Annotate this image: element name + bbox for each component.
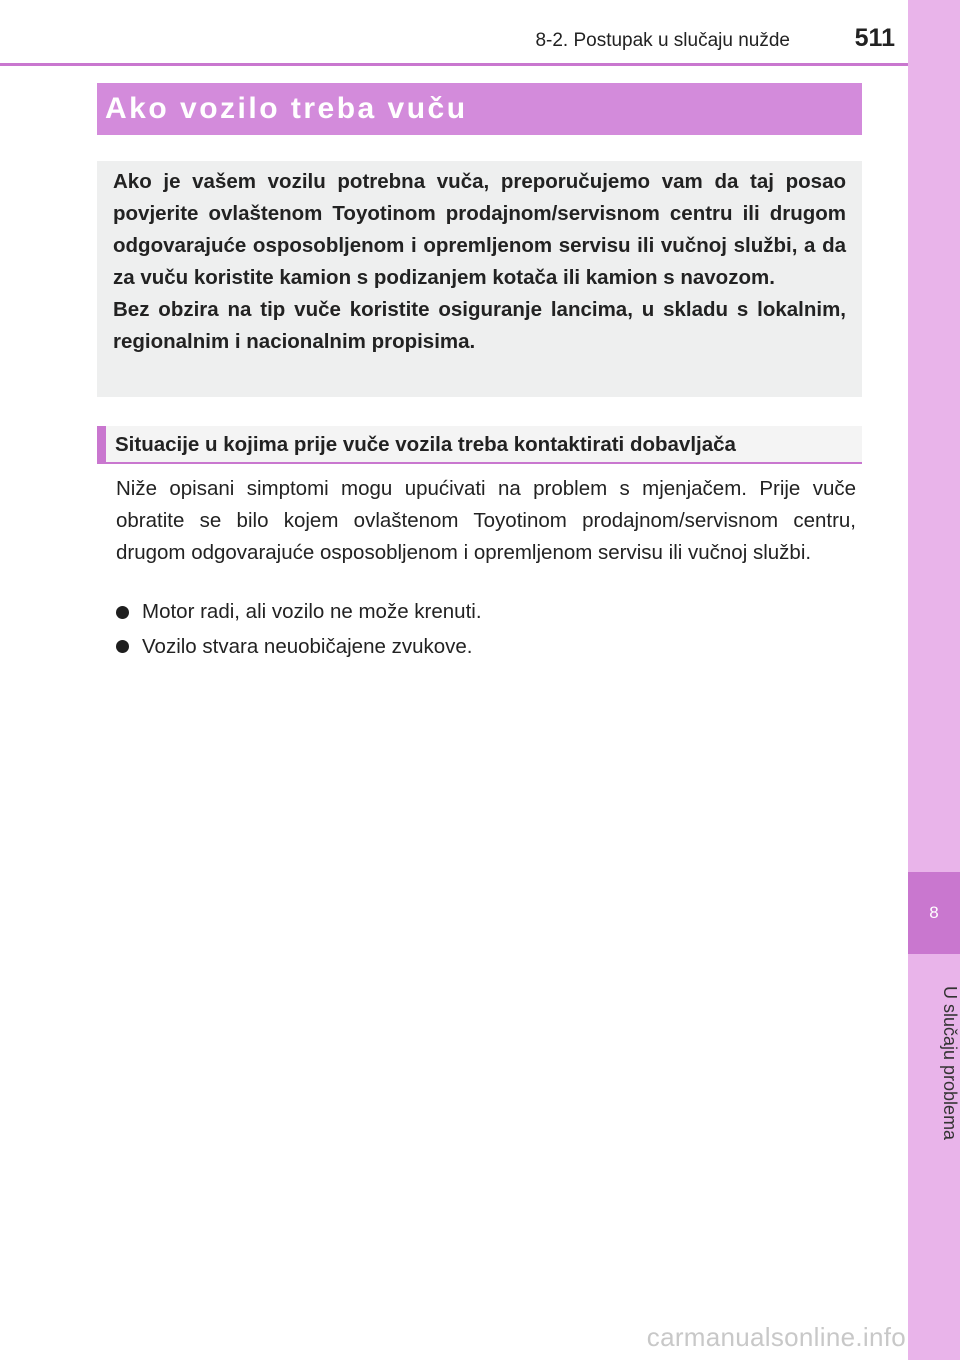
list-item <box>116 631 856 663</box>
list-item-text: Motor radi, ali vozilo ne može krenuti. <box>142 600 482 623</box>
intro-paragraph-1: Ako je vašem vozilu potrebna vuča, preporučujemo vam da taj posao povjerite ovlaštenom Toyotinom prodajnom/servisnom centru ili drugom odgovarajuće osposobljenom i opremljenom servisu ili vučnoj službi, a da za vuču koristite kamion s podizanjem kotača ili kamion s navozom. <box>113 170 846 289</box>
chapter-label: U slučaju problema <box>940 985 960 1141</box>
list-item-text: Vozilo stvara neuobičajene zvukove. <box>142 634 473 658</box>
chapter-number-badge: 8 <box>908 872 960 954</box>
watermark: carmanualsonline.info <box>646 1322 906 1352</box>
intro-box <box>97 161 862 397</box>
subsection-body: Niže opisani simptomi mogu upućivati na problem s mjenjačem. Prije vuče obratite se bilo kojem ovlaštenom Toyotinom prodajnom/servisnom centru, drugom odgovarajuće osposobljenom i opremljenom servisu ili vučnoj službi. <box>116 477 856 564</box>
intro-paragraph-2: Bez obzira na tip vuče koristite osiguranje lancima, u skladu s lokalnim, regionalnim i nacionalnim propisima. <box>113 298 846 353</box>
subsection-heading-text: Situacije u kojima prije vuče vozila treba kontaktirati dobavljača <box>115 433 736 456</box>
page-number: 511 <box>854 24 895 52</box>
list-item <box>116 596 856 628</box>
bullet-icon <box>116 640 129 653</box>
symptom-list <box>116 596 856 665</box>
page-title-bar <box>97 83 862 135</box>
section-reference: 8-2. Postupak u slučaju nužde <box>535 30 790 51</box>
chapter-side-tab <box>908 0 960 1360</box>
page-title: Ako vozilo treba vuču <box>105 92 468 125</box>
bullet-icon <box>116 606 129 619</box>
subsection-heading <box>97 426 862 464</box>
header-divider <box>0 63 908 66</box>
